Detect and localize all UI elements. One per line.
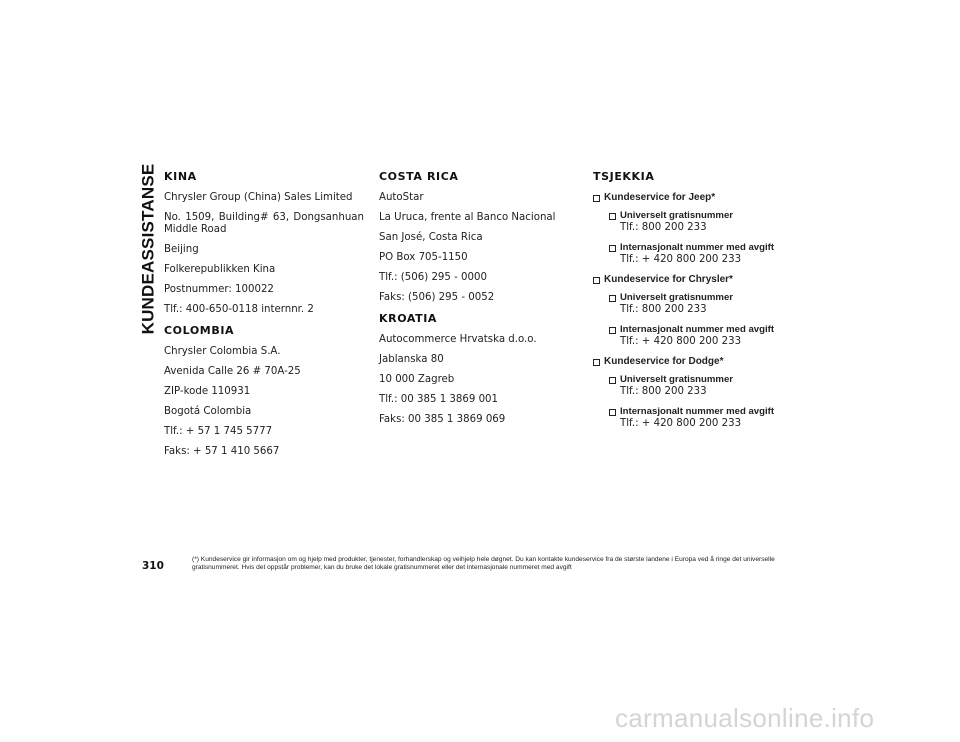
kina-line: Postnummer: 100022 [164, 284, 274, 295]
column-left [164, 170, 364, 466]
kina-line: No. 1509, Building# 63, Dongsanhuan Middle Road [164, 212, 364, 235]
phone-number: Tlf.: 800 200 233 [620, 386, 707, 397]
colombia-line: Bogotá Colombia [164, 406, 252, 417]
side-tab [138, 163, 158, 335]
sub-item [609, 210, 823, 234]
section-costa-rica [379, 170, 579, 304]
kroatia-line: 10 000 Zagreb [379, 374, 455, 385]
costa-rica-line: Faks: (506) 295 - 0052 [379, 292, 495, 303]
group-chrysler [593, 274, 823, 348]
kroatia-line: Autocommerce Hrvatska d.o.o. [379, 334, 537, 345]
section-kina [164, 170, 364, 316]
side-tab-label: KUNDEASSISTANSE [138, 163, 158, 335]
heading-kina: KINA [164, 170, 197, 183]
group-title: Kundeservice for Chrysler* [604, 274, 733, 285]
heading-tsjekkia: TSJEKKIA [593, 170, 655, 183]
costa-rica-line: AutoStar [379, 192, 424, 203]
colombia-line: Faks: + 57 1 410 5667 [164, 446, 280, 457]
costa-rica-line: La Uruca, frente al Banco Nacional [379, 212, 556, 223]
sub-item [609, 242, 823, 266]
page-number: 310 [142, 560, 164, 572]
kina-line: Chrysler Group (China) Sales Limited [164, 192, 353, 203]
sub-title: Internasjonalt nummer med avgift [620, 324, 775, 335]
colombia-line: Chrysler Colombia S.A. [164, 346, 281, 357]
heading-kroatia: KROATIA [379, 312, 438, 325]
colombia-line: ZIP-kode 110931 [164, 386, 251, 397]
group-dodge [593, 356, 823, 430]
checkbox-square-icon [609, 327, 616, 334]
sub-title: Universelt gratisnummer [620, 210, 734, 221]
heading-colombia: COLOMBIA [164, 324, 235, 337]
phone-number: Tlf.: 800 200 233 [620, 222, 707, 233]
sub-title: Internasjonalt nummer med avgift [620, 242, 775, 253]
group-jeep [593, 192, 823, 266]
section-colombia [164, 324, 364, 458]
sub-item [609, 406, 823, 430]
costa-rica-line: Tlf.: (506) 295 - 0000 [379, 272, 487, 283]
checkbox-square-icon [609, 245, 616, 252]
kina-line: Beijing [164, 244, 199, 255]
phone-number: Tlf.: + 420 800 200 233 [620, 254, 742, 265]
sub-title: Universelt gratisnummer [620, 374, 734, 385]
kroatia-line: Tlf.: 00 385 1 3869 001 [379, 394, 499, 405]
watermark: carmanualsonline.info [615, 703, 875, 733]
sub-title: Internasjonalt nummer med avgift [620, 406, 775, 417]
checkbox-square-icon [609, 213, 616, 220]
checkbox-square-icon [609, 295, 616, 302]
kroatia-line: Faks: 00 385 1 3869 069 [379, 414, 506, 425]
kina-line: Tlf.: 400-650-0118 internnr. 2 [164, 304, 314, 315]
sub-item [609, 324, 823, 348]
checkbox-square-icon [593, 277, 600, 284]
phone-number: Tlf.: 800 200 233 [620, 304, 707, 315]
kroatia-line: Jablanska 80 [379, 354, 444, 365]
sub-item [609, 374, 823, 398]
group-title: Kundeservice for Dodge* [604, 356, 724, 367]
sub-title: Universelt gratisnummer [620, 292, 734, 303]
phone-number: Tlf.: + 420 800 200 233 [620, 336, 742, 347]
sub-item [609, 292, 823, 316]
checkbox-square-icon [609, 377, 616, 384]
checkbox-square-icon [593, 195, 600, 202]
checkbox-square-icon [593, 359, 600, 366]
kina-line: Folkerepublikken Kina [164, 264, 276, 275]
costa-rica-line: PO Box 705-1150 [379, 252, 468, 263]
colombia-line: Tlf.: + 57 1 745 5777 [164, 426, 273, 437]
colombia-line: Avenida Calle 26 # 70A-25 [164, 366, 301, 377]
section-kroatia [379, 312, 579, 426]
column-middle [379, 170, 579, 434]
heading-costa-rica: COSTA RICA [379, 170, 459, 183]
group-title: Kundeservice for Jeep* [604, 192, 716, 203]
checkbox-square-icon [609, 409, 616, 416]
costa-rica-line: San José, Costa Rica [379, 232, 483, 243]
phone-number: Tlf.: + 420 800 200 233 [620, 418, 742, 429]
column-right [593, 170, 823, 438]
footnote: (*) Kundeservice gir informasjon om og hjelp med produkter, tjenester, forhandlerskap og veihjelp hele døgnet. Du kan kontakte kundeservice fra de største landene i Europa ved å ringe det universelle gratisnummeret. Hvis det oppstår problemer, kan du bruke det lokale gratisnummeret eller det internasjonale nummeret med avgift [192, 556, 775, 571]
